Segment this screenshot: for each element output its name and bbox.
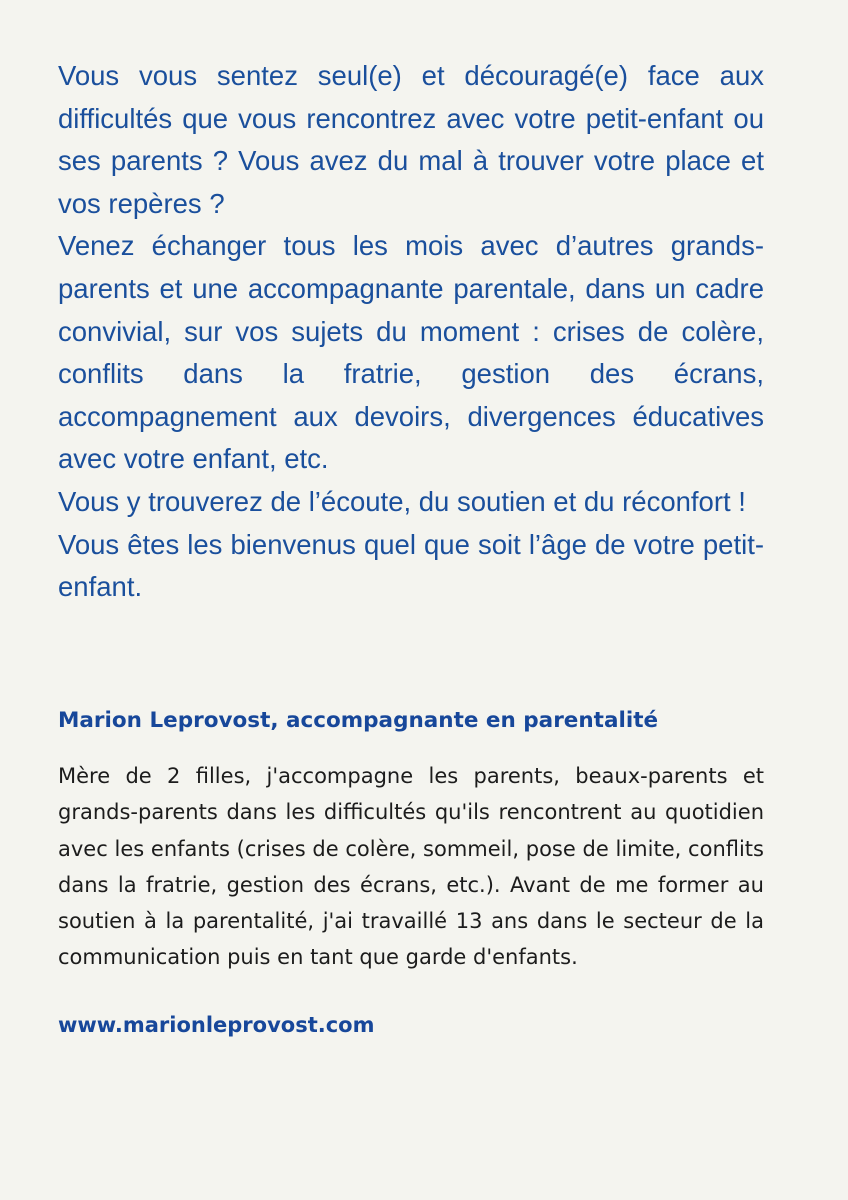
intro-paragraph-3: Vous y trouverez de l’écoute, du soutien et du réconfort ! (58, 485, 746, 517)
intro-paragraph-1: Vous vous sentez seul(e) et découragé(e) face aux difficultés que vous rencontrez avec votre petit-enfant ou ses parents ? Vous avez du mal à trouver votre place et vos repères ? (58, 60, 764, 219)
website-link[interactable]: www.marionleprovost.com (58, 1013, 375, 1037)
bio-text: Mère de 2 filles, j'accompagne les parents, beaux-parents et grands-parents dans les difficultés qu'ils rencontrent au quotidien avec les enfants (crises de colère, sommeil, pose de limite, conflits dans la fratrie, gestion des écrans, etc.). Avant de me former au soutien à la parentalité, j'ai travaillé 13 ans dans le secteur de la communication puis en tant que garde d'enfants. (58, 764, 764, 970)
intro-paragraph-2: Venez échanger tous les mois avec d’autres grands-parents et une accompagnante parentale, dans un cadre convivial, sur vos sujets du moment : crises de colère, conflits dans la fratrie, gestion des écrans, accompagnement aux devoirs, divergences éducatives avec votre enfant, etc. (58, 230, 764, 475)
bio-heading: Marion Leprovost, accompagnante en parentalité (58, 708, 659, 733)
intro-text (58, 55, 764, 609)
intro-paragraph-4: Vous êtes les bienvenus quel que soit l’âge de votre petit-enfant. (58, 528, 764, 603)
